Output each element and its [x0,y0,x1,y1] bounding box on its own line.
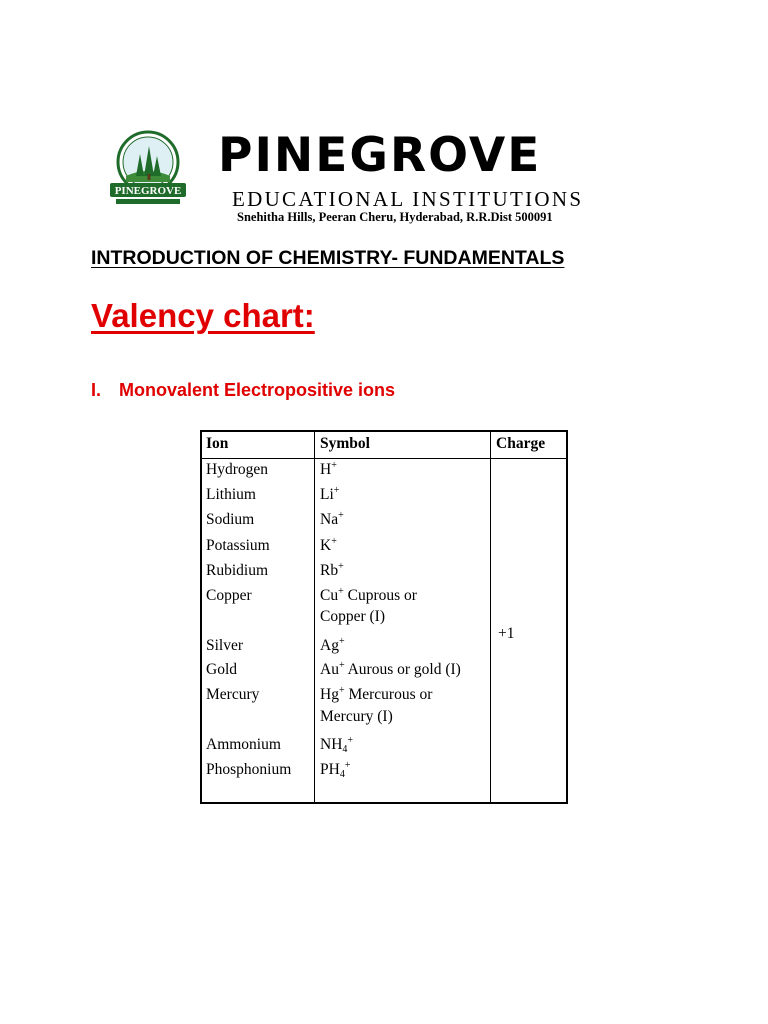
symbol-superscript: + [347,735,354,746]
ion-name: Potassium [206,537,270,554]
ion-name: Silver [206,637,244,654]
ion-symbol: Na+ [320,510,344,528]
ion-symbol: Cu+ Cuprous or [320,586,417,604]
section-title: Valency chart: [91,297,315,334]
pinegrove-logo [106,128,190,210]
logo-text: PINEGROVE [114,185,182,197]
header-ion: Ion [206,435,229,452]
ion-symbol: Hg+ Mercurous or [320,685,433,703]
ion-symbol-note: Copper (I) [320,608,385,625]
ion-symbol: K+ [320,536,337,554]
ion-symbol: Au+ Aurous or gold (I) [320,660,461,678]
ion-symbol: Li+ [320,485,340,503]
column-divider [490,432,491,802]
symbol-superscript: + [338,685,345,696]
ion-symbol: H+ [320,460,337,478]
valency-table [200,430,568,804]
org-address: Snehitha Hills, Peeran Cheru, Hyderabad, R.R.Dist 500091 [237,210,553,224]
symbol-superscript: + [333,485,340,496]
ion-symbol: Ag+ [320,636,345,654]
ion-name: Mercury [206,686,260,703]
header-divider [202,458,566,459]
symbol-superscript: + [331,536,337,547]
header-charge: Charge [496,435,546,452]
symbol-superscript: + [338,510,344,521]
document-title: INTRODUCTION OF CHEMISTRY- FUNDAMENTALS [91,247,565,269]
ion-name: Sodium [206,511,255,528]
sub-heading-text: Monovalent Electropositive ions [119,380,396,400]
ion-name: Ammonium [206,736,281,753]
ion-symbol: Rb+ [320,561,344,579]
symbol-subscript: 4 [339,769,345,780]
org-name: PINEGROVE [218,128,542,183]
symbol-superscript: + [331,460,337,471]
column-divider [314,432,315,802]
ion-name: Copper [206,587,252,604]
symbol-superscript: + [338,660,345,671]
sub-heading [91,380,395,401]
symbol-superscript: + [338,561,344,572]
letterhead [0,0,768,240]
symbol-subscript: 4 [342,744,348,755]
symbol-superscript: + [338,636,345,647]
ion-name: Lithium [206,486,256,503]
charge-value: +1 [498,625,515,642]
ion-symbol: $NH_4^+$ [320,735,354,755]
ion-name: Rubidium [206,562,269,579]
header-symbol: Symbol [320,435,370,452]
symbol-superscript: + [338,586,344,597]
ion-name: Gold [206,661,237,678]
ion-name: Hydrogen [206,461,268,478]
ion-symbol-note: Mercury (I) [320,708,393,725]
org-subtitle: EDUCATIONAL INSTITUTIONS [232,187,584,211]
ion-name: Phosphonium [206,761,292,778]
symbol-superscript: + [344,760,351,771]
sub-heading-number: I. [91,380,102,400]
ion-symbol: $PH_4^+$ [320,760,351,780]
